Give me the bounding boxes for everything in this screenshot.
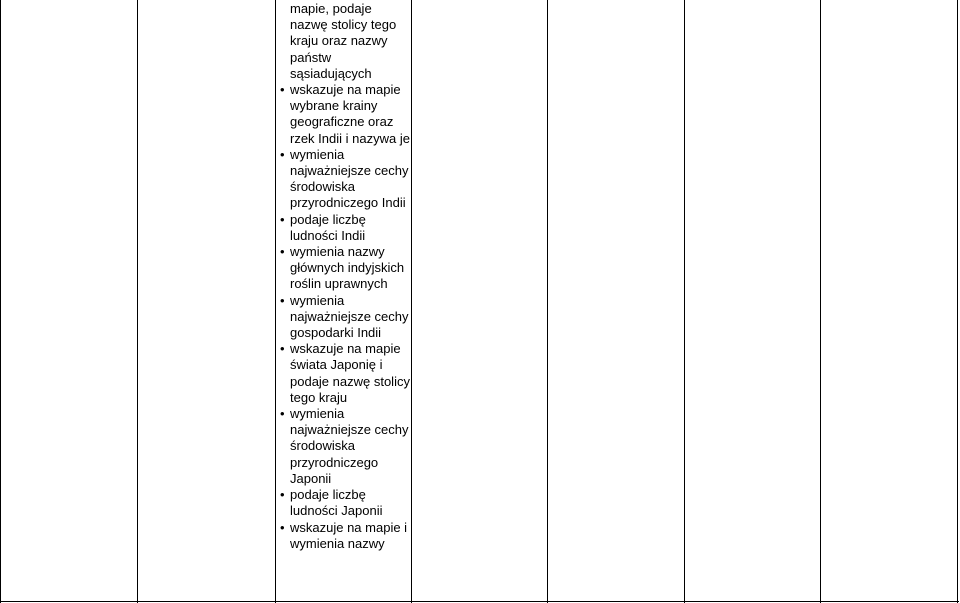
list-item-text: wskazuje na mapie i wymienia nazwy bbox=[290, 519, 408, 551]
column-divider-6 bbox=[820, 0, 821, 603]
list-item-text: wymienia najważniejsze cechy środowiska przyrodniczego Indii bbox=[290, 146, 409, 211]
table-border-right bbox=[957, 0, 958, 603]
list-item-text: wymienia najważniejsze cechy środowiska przyrodniczego Japonii bbox=[290, 406, 409, 486]
list-item bbox=[280, 487, 410, 519]
list-item-text: wskazuje na mapie świata Japonię i podaje nazwę stolicy tego kraju bbox=[290, 341, 410, 405]
list-item-text: wymienia nazwy głównych indyjskich roślin uprawnych bbox=[290, 244, 405, 292]
column-divider-5 bbox=[684, 0, 685, 603]
list-item bbox=[280, 406, 410, 487]
column-divider-3 bbox=[411, 0, 412, 603]
list-item bbox=[280, 293, 410, 342]
bullet-icon: • bbox=[280, 292, 285, 308]
bullet-icon: • bbox=[280, 519, 285, 535]
table-row-bottom-border bbox=[0, 601, 959, 602]
list-item-text: podaje liczbę ludności Indii bbox=[290, 211, 366, 243]
list-item bbox=[280, 1, 410, 82]
list-item-text: wskazuje na mapie wybrane krainy geograficzne oraz rzek Indii i nazywa je bbox=[290, 82, 410, 146]
list-item bbox=[280, 147, 410, 212]
bullet-icon: • bbox=[280, 82, 285, 98]
table-cell-requirements bbox=[280, 1, 410, 552]
bullet-icon: • bbox=[280, 211, 285, 227]
bullet-icon: • bbox=[280, 487, 285, 503]
list-item bbox=[280, 212, 410, 244]
bullet-icon: • bbox=[280, 146, 285, 162]
list-item bbox=[280, 82, 410, 147]
list-item bbox=[280, 341, 410, 406]
list-item bbox=[280, 520, 410, 552]
column-divider-1 bbox=[137, 0, 138, 603]
list-item-text: mapie, podaje nazwę stolicy tego kraju oraz nazwy państw sąsiadujących bbox=[290, 1, 397, 81]
table-border-left bbox=[0, 0, 1, 603]
bullet-icon: • bbox=[280, 341, 285, 357]
column-divider-4 bbox=[547, 0, 548, 603]
list-item-text: podaje liczbę ludności Japonii bbox=[290, 487, 383, 519]
bullet-icon: • bbox=[280, 406, 285, 422]
bullet-icon: • bbox=[280, 244, 285, 260]
list-item bbox=[280, 244, 410, 293]
list-item-text: wymienia najważniejsze cechy gospodarki Indii bbox=[290, 292, 409, 341]
column-divider-2 bbox=[275, 0, 276, 603]
